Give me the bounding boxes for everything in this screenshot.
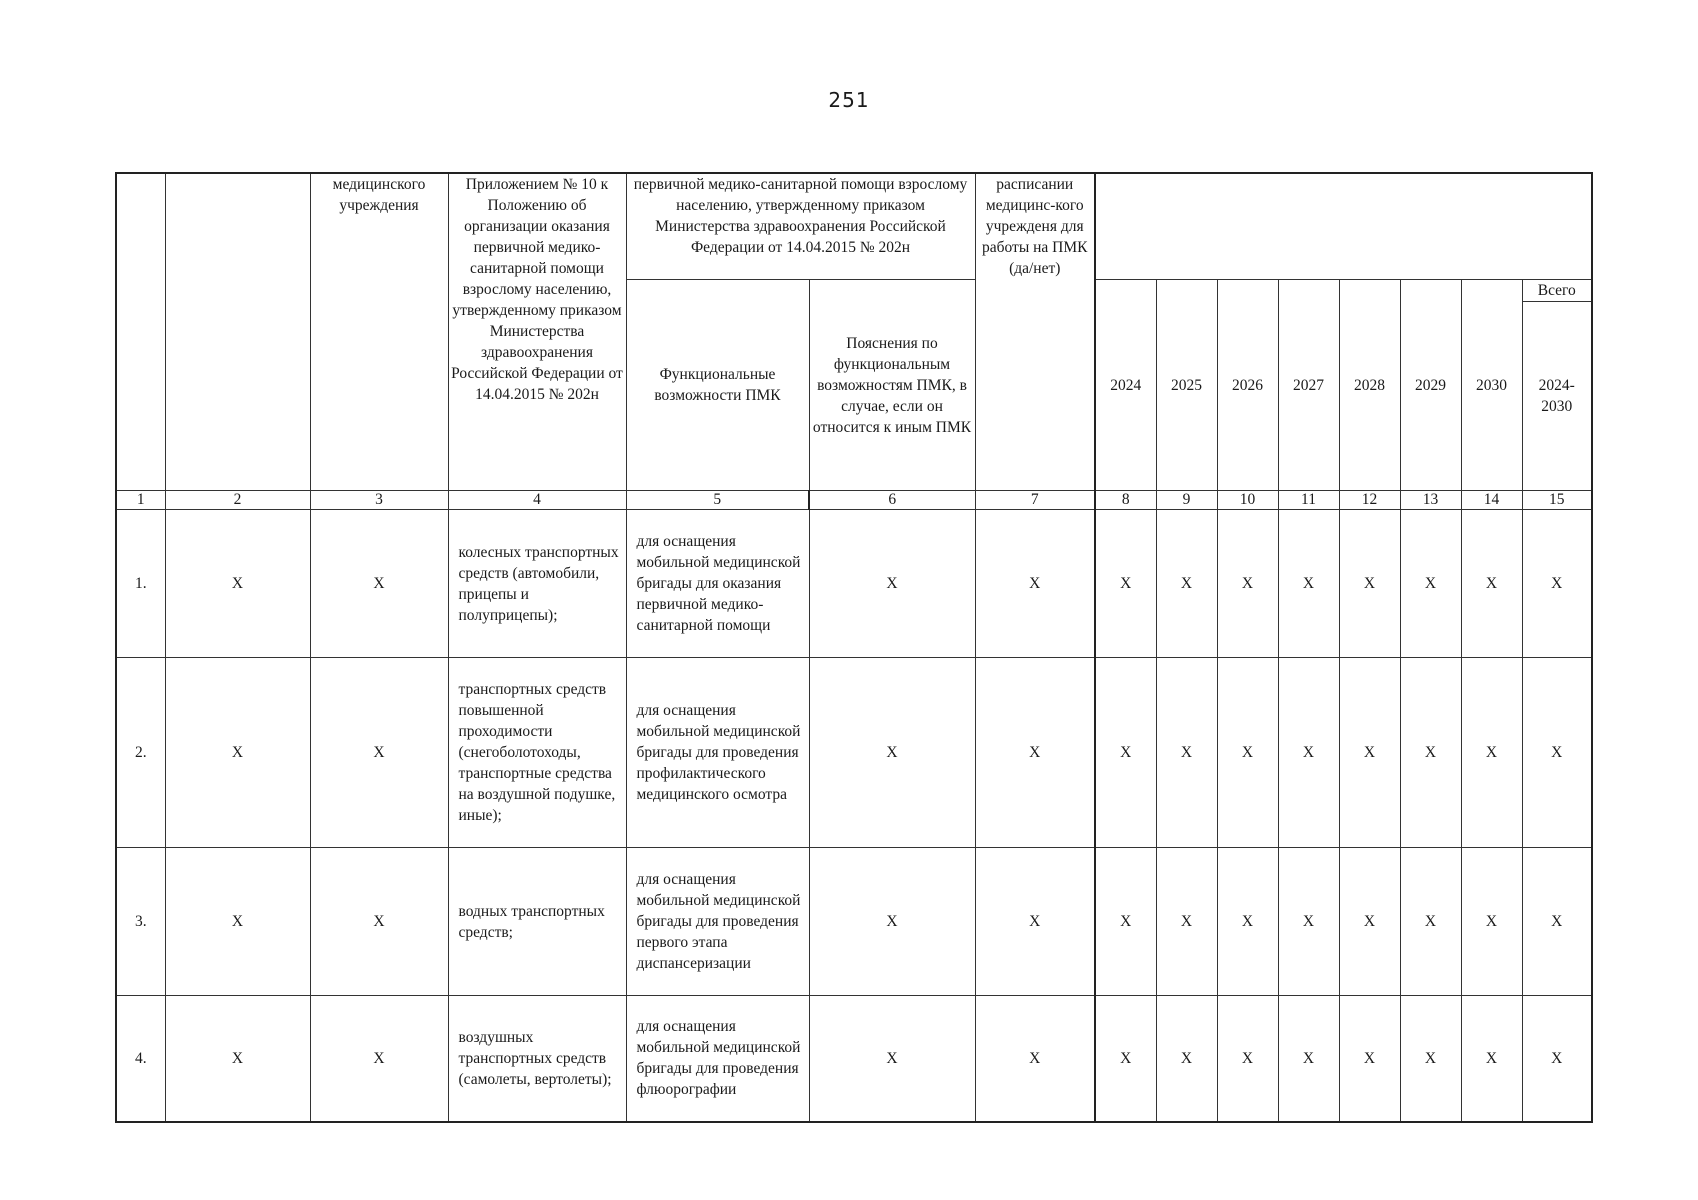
row-number: 2. — [116, 658, 165, 848]
row-year-2026: X — [1217, 510, 1278, 658]
row-year-2026: X — [1217, 996, 1278, 1122]
header-total-range: 2024-2030 — [1522, 302, 1592, 491]
row-total: X — [1522, 658, 1592, 848]
header-year-2025: 2025 — [1156, 280, 1217, 491]
row-year-2029: X — [1400, 848, 1461, 996]
header-cell-1 — [116, 173, 165, 491]
row-year-2030: X — [1461, 996, 1522, 1122]
row-year-2027: X — [1278, 510, 1339, 658]
row-cell-7: X — [975, 658, 1095, 848]
row-year-2027: X — [1278, 848, 1339, 996]
header-year-2029: 2029 — [1400, 280, 1461, 491]
row-year-2030: X — [1461, 848, 1522, 996]
header-year-2026: 2026 — [1217, 280, 1278, 491]
row-year-2025: X — [1156, 658, 1217, 848]
row-year-2027: X — [1278, 658, 1339, 848]
column-number: 1 — [116, 491, 165, 510]
row-cell-2: X — [165, 848, 310, 996]
row-year-2028: X — [1339, 848, 1400, 996]
column-number: 3 — [310, 491, 448, 510]
row-year-2024: X — [1095, 848, 1156, 996]
row-year-2027: X — [1278, 996, 1339, 1122]
row-cell-7: X — [975, 848, 1095, 996]
header-cell-6 — [809, 280, 975, 491]
row-number: 3. — [116, 848, 165, 996]
column-number: 7 — [975, 491, 1095, 510]
column-number: 15 — [1522, 491, 1592, 510]
header-appendix-10: Приложением № 10 к Положению об организации оказания первичной медико-санитарной помощи взрослому населению, утвержденному приказом Министерства здравоохранения Российской Федерации от 14.04.2015 № 202н — [451, 176, 623, 403]
row-year-2025: X — [1156, 996, 1217, 1122]
row-year-2029: X — [1400, 510, 1461, 658]
header-year-2027: 2027 — [1278, 280, 1339, 491]
header-cell-5-6-top — [626, 173, 975, 280]
row-year-2024: X — [1095, 510, 1156, 658]
row-total: X — [1522, 510, 1592, 658]
row-cell-3: X — [310, 848, 448, 996]
row-cell-6: X — [809, 996, 975, 1122]
column-number: 8 — [1095, 491, 1156, 510]
column-number: 14 — [1461, 491, 1522, 510]
row-cell-7: X — [975, 510, 1095, 658]
row-cell-6: X — [809, 510, 975, 658]
row-year-2024: X — [1095, 658, 1156, 848]
header-pmsp-order: первичной медико-санитарной помощи взрослому населению, утвержденному приказом Министерства здравоохранения Российской Федерации от 14.04.2015 № 202н — [633, 176, 968, 256]
row-purpose: для оснащения мобильной медицинской бригады для проведения профилактического медицинского осмотра — [626, 658, 809, 848]
table-row — [116, 848, 1592, 996]
row-purpose: для оснащения мобильной медицинской бригады для проведения флюорографии — [626, 996, 809, 1122]
row-cell-2: X — [165, 510, 310, 658]
row-year-2030: X — [1461, 510, 1522, 658]
column-number: 2 — [165, 491, 310, 510]
row-vehicle-type: транспортных средств повышенной проходимости (снегоболотоходы, транспортные средства на воздушной подушке, иные); — [448, 658, 626, 848]
header-cell-2 — [165, 173, 310, 491]
column-number: 6 — [809, 491, 975, 510]
header-explanations: Пояснения по функциональным возможностям ПМК, в случае, если он относится к иным ПМК — [812, 334, 972, 436]
row-cell-3: X — [310, 658, 448, 848]
row-year-2026: X — [1217, 658, 1278, 848]
row-year-2029: X — [1400, 658, 1461, 848]
row-cell-3: X — [310, 996, 448, 1122]
row-cell-2: X — [165, 658, 310, 848]
column-number: 9 — [1156, 491, 1217, 510]
row-vehicle-type: колесных транспортных средств (автомобили, прицепы и полуприцепы); — [448, 510, 626, 658]
header-functional-capabilities: Функциональные возможности ПМК — [654, 366, 781, 404]
row-year-2029: X — [1400, 996, 1461, 1122]
row-year-2028: X — [1339, 510, 1400, 658]
row-total: X — [1522, 996, 1592, 1122]
header-schedule: расписании медицинс-кого учрежденя для работы на ПМК (да/нет) — [982, 176, 1088, 277]
row-cell-2: X — [165, 996, 310, 1122]
row-purpose: для оснащения мобильной медицинской бригады для оказания первичной медико-санитарной помощи — [626, 510, 809, 658]
column-number: 5 — [626, 491, 809, 510]
row-year-2028: X — [1339, 658, 1400, 848]
row-year-2028: X — [1339, 996, 1400, 1122]
document-table — [115, 172, 1593, 1123]
row-year-2026: X — [1217, 848, 1278, 996]
page-number: 251 — [828, 88, 870, 112]
header-row-top — [116, 173, 1592, 280]
row-purpose: для оснащения мобильной медицинской бригады для проведения первого этапа диспансеризации — [626, 848, 809, 996]
column-number: 11 — [1278, 491, 1339, 510]
header-year-2024: 2024 — [1095, 280, 1156, 491]
header-cell-5 — [626, 280, 809, 491]
header-cell-7 — [975, 173, 1095, 491]
table-row — [116, 510, 1592, 658]
header-cell-3 — [310, 173, 448, 491]
row-number: 4. — [116, 996, 165, 1122]
header-medical-institution: медицинского учреждения — [332, 176, 426, 214]
column-number: 13 — [1400, 491, 1461, 510]
column-number: 10 — [1217, 491, 1278, 510]
row-cell-3: X — [310, 510, 448, 658]
row-number: 1. — [116, 510, 165, 658]
row-year-2025: X — [1156, 510, 1217, 658]
column-numbers-row — [116, 491, 1592, 510]
row-vehicle-type: воздушных транспортных средств (самолеты, вертолеты); — [448, 996, 626, 1122]
row-year-2024: X — [1095, 996, 1156, 1122]
row-total: X — [1522, 848, 1592, 996]
header-cell-years-top — [1095, 173, 1592, 280]
table-row — [116, 996, 1592, 1122]
column-number: 12 — [1339, 491, 1400, 510]
row-year-2030: X — [1461, 658, 1522, 848]
row-cell-7: X — [975, 996, 1095, 1122]
row-cell-6: X — [809, 848, 975, 996]
row-vehicle-type: водных транспортных средств; — [448, 848, 626, 996]
row-year-2025: X — [1156, 848, 1217, 996]
column-number: 4 — [448, 491, 626, 510]
header-year-2030: 2030 — [1461, 280, 1522, 491]
header-cell-4 — [448, 173, 626, 491]
table-row — [116, 658, 1592, 848]
row-cell-6: X — [809, 658, 975, 848]
header-year-2028: 2028 — [1339, 280, 1400, 491]
header-total-label: Всего — [1522, 280, 1592, 302]
